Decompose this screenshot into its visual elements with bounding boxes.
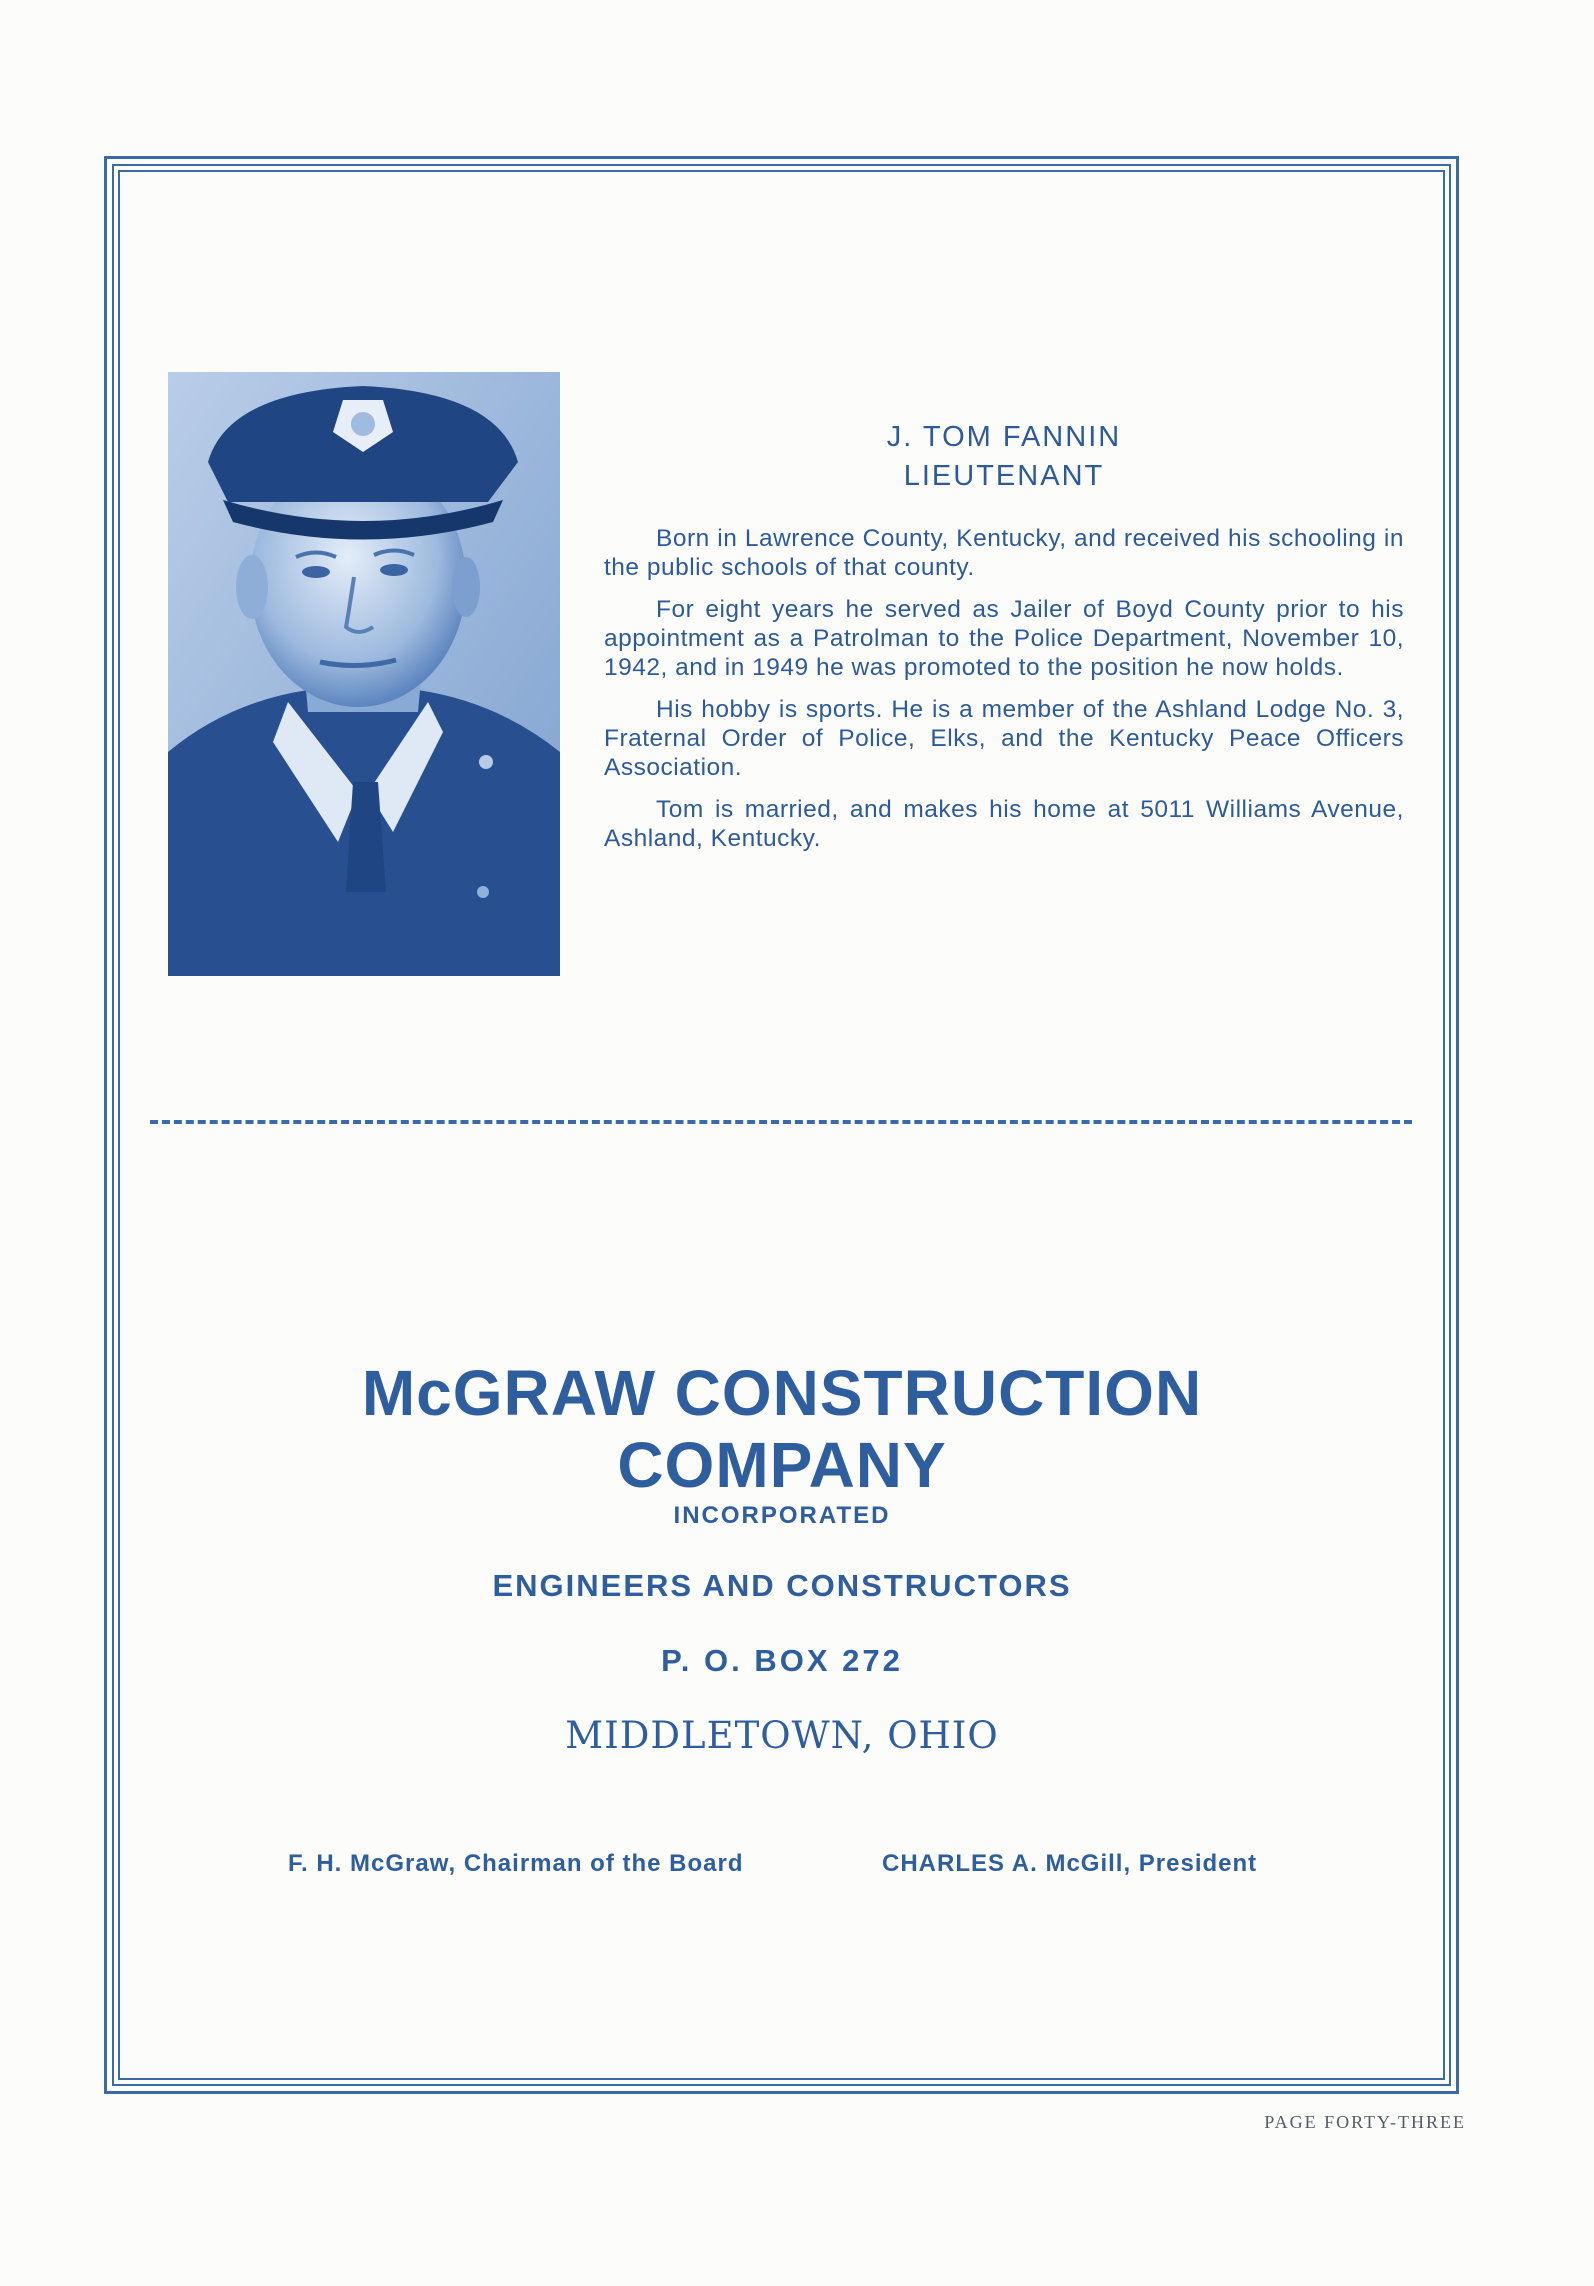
officer-name: J. TOM FANNIN xyxy=(886,421,1122,453)
ad-chairman: F. H. McGraw, Chairman of the Board xyxy=(288,1850,744,1877)
section-divider xyxy=(150,1120,1412,1124)
officer-portrait-photo xyxy=(168,372,560,976)
ad-po-box: P. O. BOX 272 xyxy=(661,1643,903,1678)
ad-company-name-line2: COMPANY xyxy=(617,1429,947,1501)
ad-tagline: ENGINEERS AND CONSTRUCTORS xyxy=(492,1568,1072,1603)
ad-city: MIDDLETOWN, OHIO xyxy=(565,1714,999,1757)
biography-paragraph: Tom is married, and makes his home at 5011 Williams Avenue, Ashland, Kentucky. xyxy=(604,796,1404,852)
biography-paragraph: Born in Lawrence County, Kentucky, and received his schooling in the public schools of that county. xyxy=(604,525,1404,581)
portrait-illustration xyxy=(168,372,560,976)
ad-company-name-line1: McGRAW CONSTRUCTION xyxy=(361,1357,1203,1429)
biography-paragraph: For eight years he served as Jailer of Boyd County prior to his appointment as a Patrolman to the Police Department, November 10, 1942, and in 1949 he was promoted to the position he now holds. xyxy=(604,596,1404,681)
page-number: PAGE FORTY-THREE xyxy=(1264,2112,1466,2132)
officer-rank: LIEUTENANT xyxy=(903,460,1105,492)
ad-incorporated: INCORPORATED xyxy=(673,1502,891,1529)
biography-paragraph: His hobby is sports. He is a member of the Ashland Lodge No. 3, Fraternal Order of Police, Elks, and the Kentucky Peace Officers Association. xyxy=(604,696,1404,781)
officer-biography xyxy=(604,524,1404,866)
ad-president: CHARLES A. McGill, President xyxy=(882,1850,1258,1877)
